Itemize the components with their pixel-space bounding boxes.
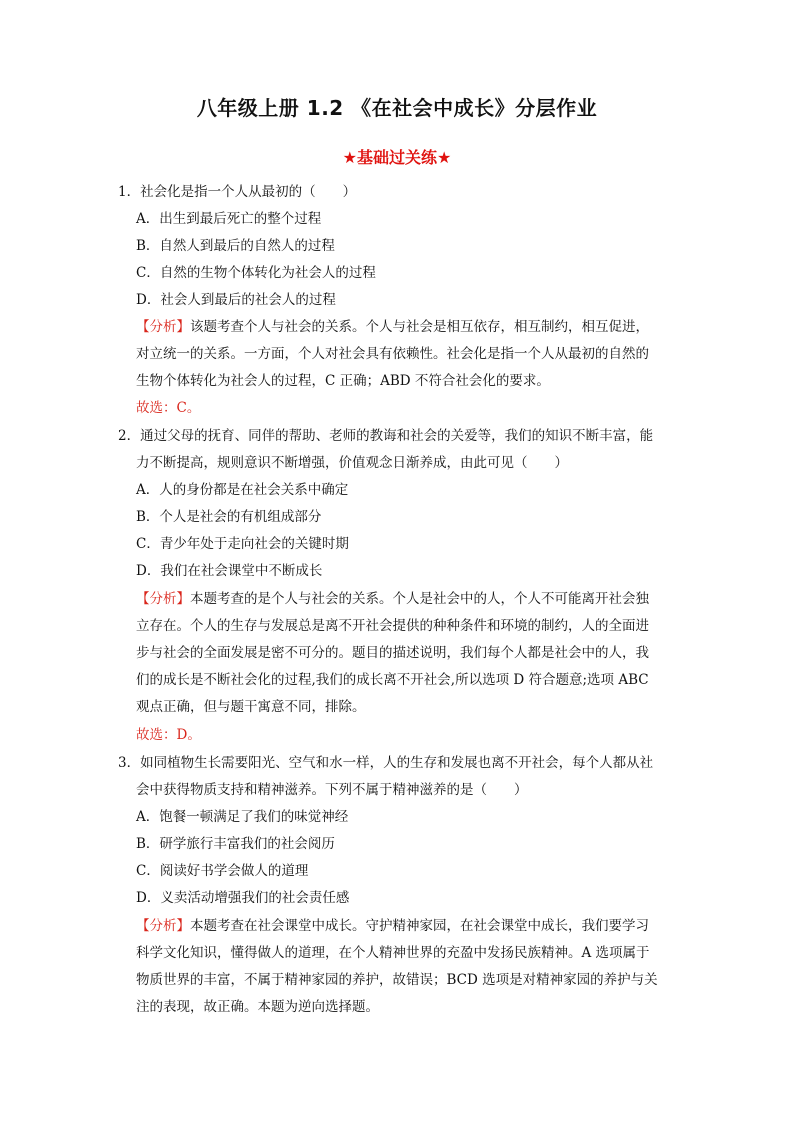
question-1-option-d: D．社会人到最后的社会人的过程 (136, 292, 336, 308)
question-3-analysis-line (136, 917, 649, 935)
question-3-stem: 3．如同植物生长需要阳光、空气和水一样，人的生存和发展也离不开社会，每个人都从社 (118, 755, 654, 771)
question-1-option-c: C．自然的生物个体转化为社会人的过程 (136, 265, 376, 281)
question-2-option-b: B．个人是社会的有机组成部分 (136, 509, 322, 525)
question-2-analysis-line: 观点正确，但与题干寓意不同，排除。 (136, 699, 366, 715)
question-1-option-b: B．自然人到最后的自然人的过程 (136, 238, 335, 254)
analysis-text: 本题考查在社会课堂中成长。守护精神家园，在社会课堂中成长，我们要学习 (190, 918, 649, 934)
question-1-stem: 1．社会化是指一个人从最初的（ ） (118, 184, 357, 200)
question-2-option-d: D．我们在社会课堂中不断成长 (136, 563, 323, 579)
question-2-option-c: C．青少年处于走向社会的关键时期 (136, 536, 349, 552)
question-1-analysis-line: 对立统一的关系。一方面，个人对社会具有依赖性。社会化是指一个人从最初的自然的 (136, 346, 649, 362)
question-2-answer: 故选：D。 (136, 727, 201, 743)
section-title: ★基础过关练★ (342, 148, 452, 167)
question-3-stem-continued: 会中获得物质支持和精神滋养。下列不属于精神滋养的是（ ） (136, 782, 528, 798)
analysis-tag: 【分析】 (136, 591, 190, 607)
analysis-tag: 【分析】 (136, 319, 190, 335)
question-1-analysis-line: 生物个体转化为社会人的过程，C 正确；ABD 不符合社会化的要求。 (136, 373, 550, 389)
question-3-analysis-line: 科学文化知识，懂得做人的道理，在个人精神世界的充盈中发扬民族精神。A 选项属于 (136, 945, 650, 961)
question-3-option-a: A．饱餐一顿满足了我们的味觉神经 (136, 809, 349, 825)
question-2-analysis-line (136, 590, 649, 608)
question-3-option-b: B．研学旅行丰富我们的社会阅历 (136, 836, 335, 852)
question-3-analysis-line: 注的表现，故正确。本题为逆向选择题。 (136, 999, 379, 1015)
question-2-analysis-line: 步与社会的全面发展是密不可分的。题目的描述说明，我们每个人都是社会中的人，我 (136, 645, 649, 661)
question-2-stem: 2．通过父母的抚育、同伴的帮助、老师的教诲和社会的关爱等，我们的知识不断丰富，能 (118, 428, 654, 444)
analysis-text: 该题考查个人与社会的关系。个人与社会是相互依存，相互制约，相互促进， (190, 319, 649, 335)
question-1-answer: 故选：C。 (136, 400, 201, 416)
question-1-option-a: A．出生到最后死亡的整个过程 (136, 211, 322, 227)
question-2-stem-continued: 力不断提高，规则意识不断增强，价值观念日渐养成，由此可见（ ） (136, 455, 568, 471)
question-3-analysis-line: 物质世界的丰富，不属于精神家园的养护，故错误；BCD 选项是对精神家园的养护与关 (136, 972, 658, 988)
question-2-analysis-line: 立存在。个人的生存与发展总是离不开社会提供的种种条件和环境的制约，人的全面进 (136, 618, 649, 634)
analysis-text: 本题考查的是个人与社会的关系。个人是社会中的人，个人不可能离开社会独 (190, 591, 649, 607)
analysis-tag: 【分析】 (136, 918, 190, 934)
page-title: 八年级上册 1.2 《在社会中成长》分层作业 (196, 96, 598, 120)
question-3-option-c: C．阅读好书学会做人的道理 (136, 863, 309, 879)
question-1-analysis-line (136, 318, 649, 336)
question-2-analysis-line: 们的成长是不断社会化的过程,我们的成长离不开社会,所以选项 D 符合题意;选项 ABC (136, 672, 649, 688)
question-2-option-a: A．人的身份都是在社会关系中确定 (136, 482, 349, 498)
question-3-option-d: D．义卖活动增强我们的社会责任感 (136, 890, 350, 906)
